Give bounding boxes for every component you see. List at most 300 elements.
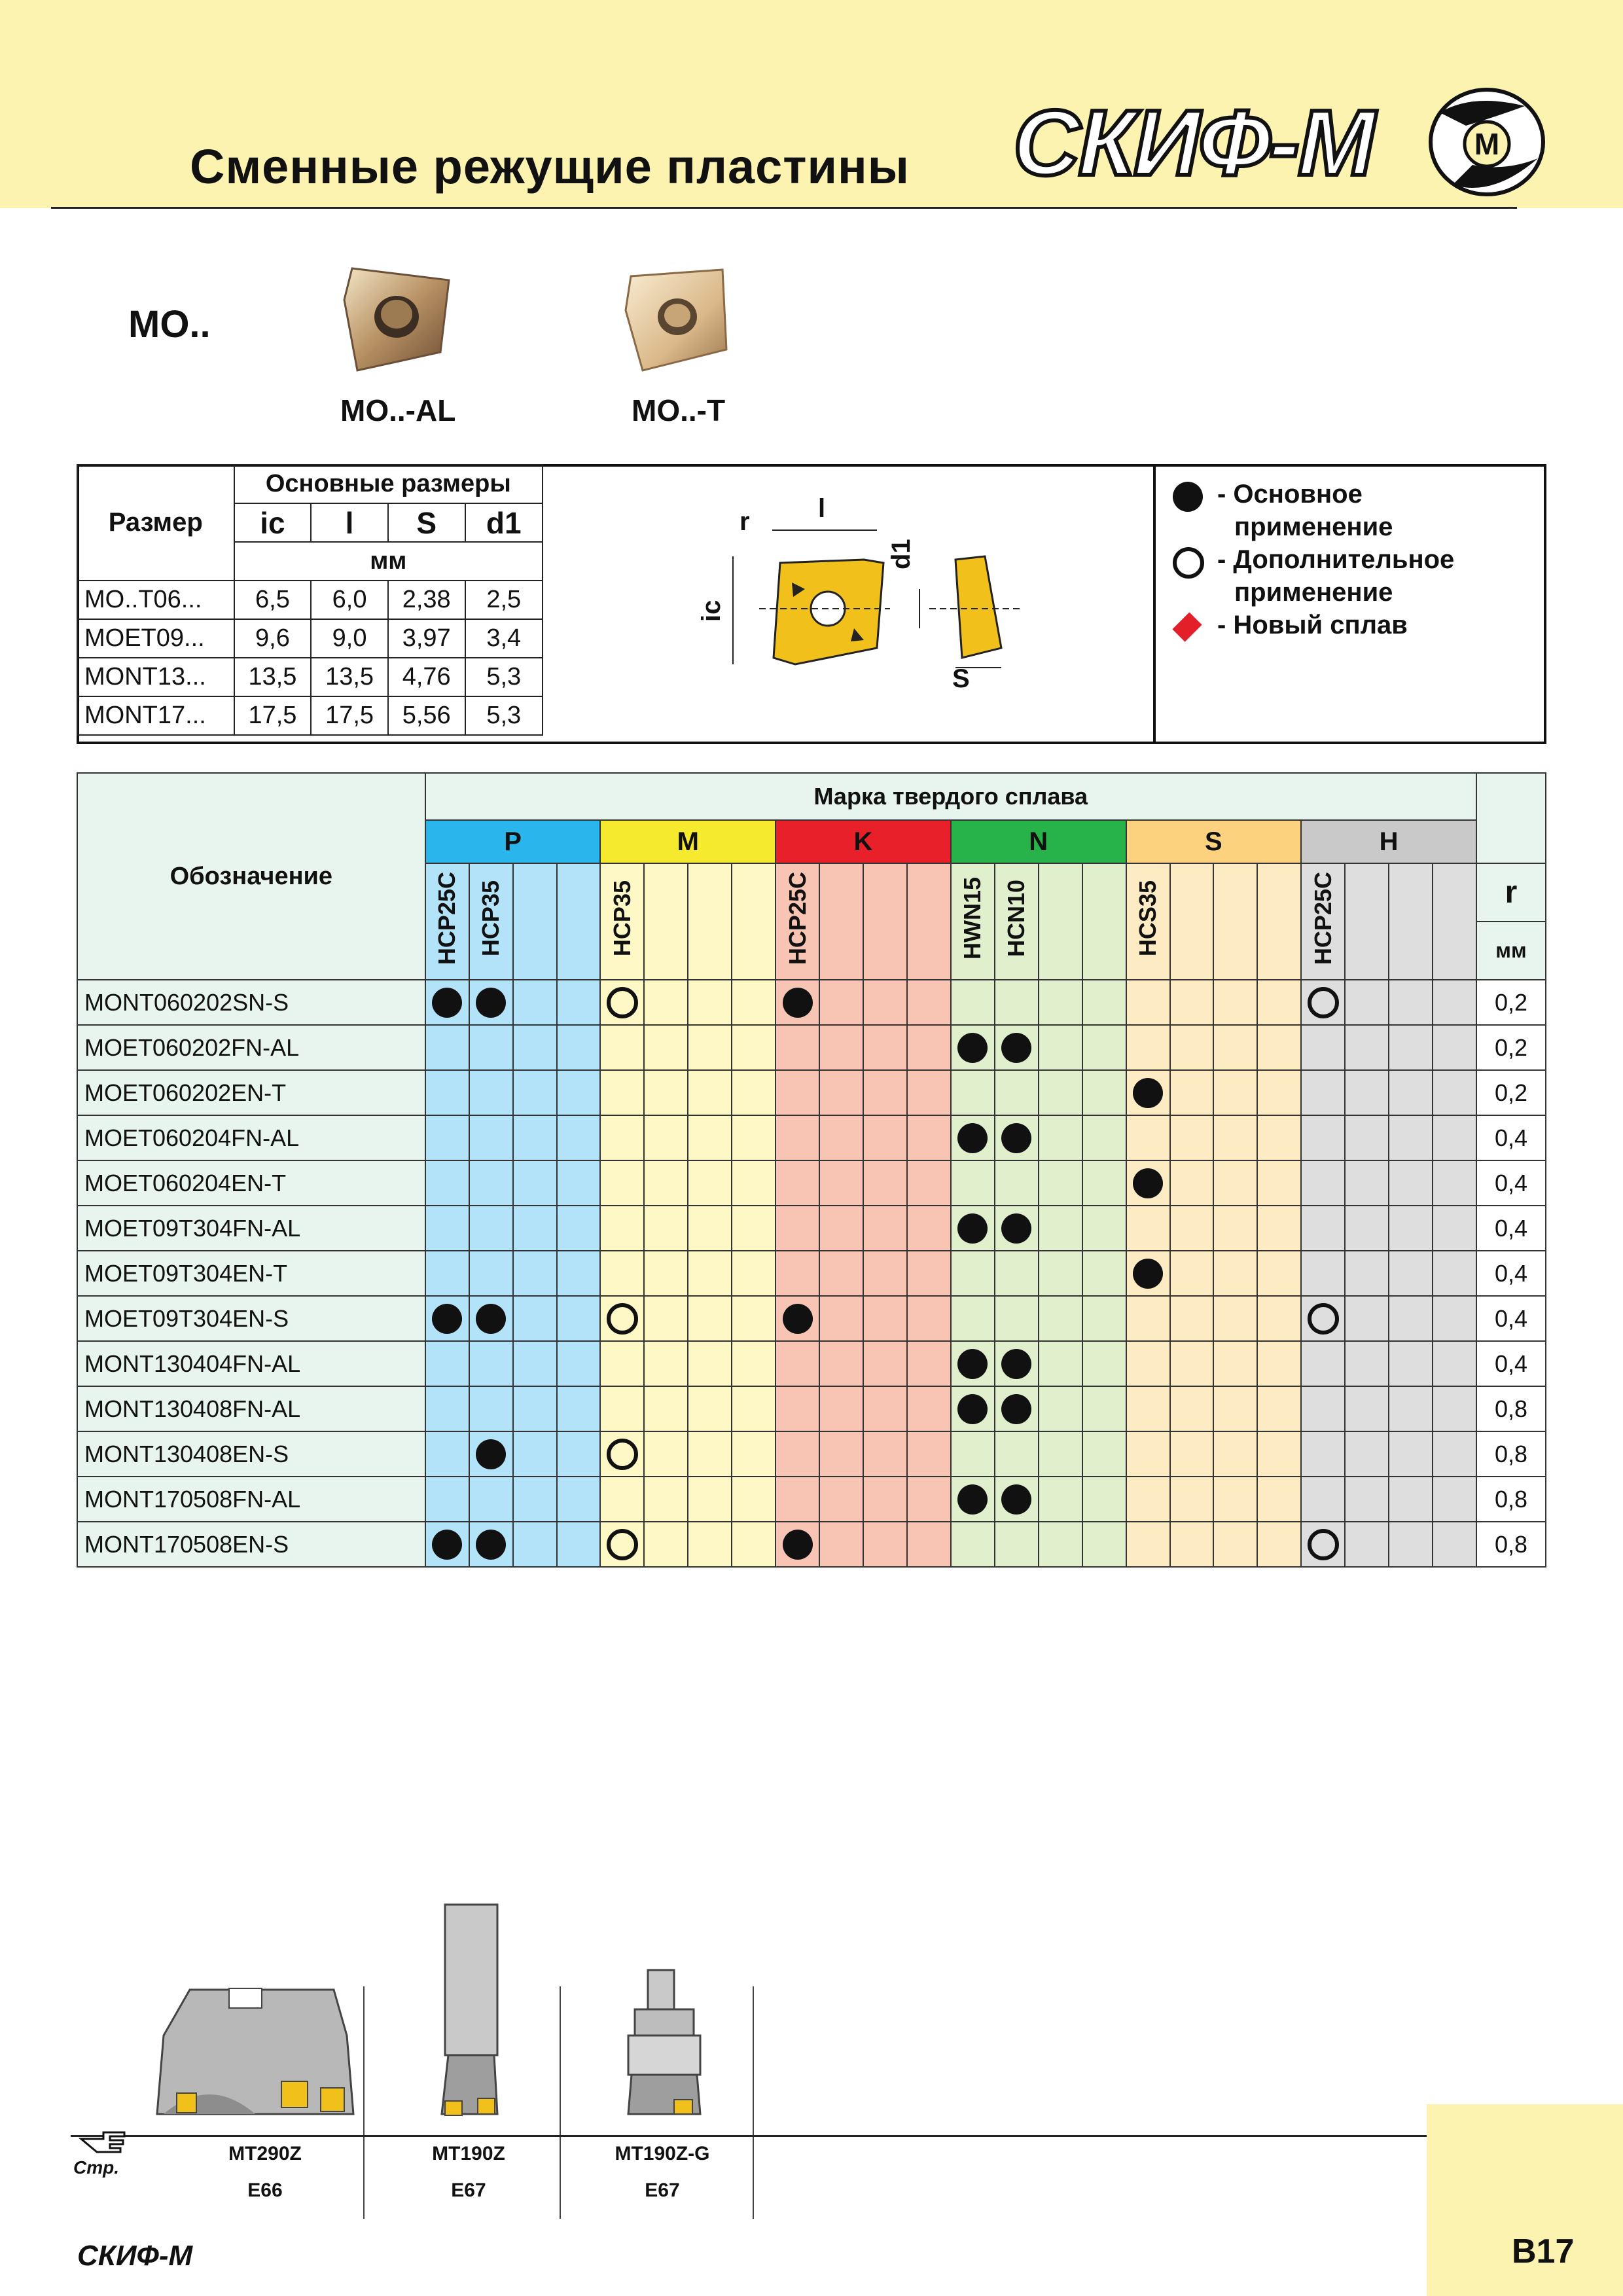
grade-cell (688, 1206, 732, 1251)
grade-cell (1433, 1160, 1476, 1206)
grade-cell (1170, 1386, 1214, 1431)
grade-row (77, 1296, 1546, 1341)
grade-cell (1257, 1522, 1301, 1567)
grade-cell (1389, 1160, 1433, 1206)
grade-row (77, 1431, 1546, 1477)
grade-cell (951, 1522, 995, 1567)
main-use-dot-icon (1001, 1349, 1031, 1379)
grade-cell (1345, 1296, 1389, 1341)
grade-cell (600, 1206, 644, 1251)
grade-cell (557, 1341, 601, 1386)
grade-col-header (557, 863, 601, 980)
grade-cell (776, 1477, 819, 1522)
grade-cell (644, 1296, 688, 1341)
grade-cell (513, 1341, 557, 1386)
grade-cell (688, 980, 732, 1025)
grade-cell (469, 1477, 513, 1522)
grade-cell (1213, 1386, 1257, 1431)
grade-cell (776, 1160, 819, 1206)
grade-cell (1170, 1431, 1214, 1477)
grade-cell (1170, 1522, 1214, 1567)
grade-cell (1170, 980, 1214, 1025)
grade-col-header (1039, 863, 1082, 980)
grade-col-header (1126, 863, 1170, 980)
grade-cell (907, 1115, 951, 1160)
grade-col-header (425, 863, 469, 980)
main-use-dot-icon (957, 1484, 988, 1515)
radius-value: 0,4 (1476, 1160, 1546, 1206)
grade-cell (1039, 1115, 1082, 1160)
grade-name: HWN15 (959, 877, 986, 960)
grade-cell (863, 1115, 907, 1160)
grade-cell (951, 1115, 995, 1160)
tool-page-link[interactable]: E67 (451, 2179, 486, 2201)
grade-cell (644, 1251, 688, 1296)
dim-row: MONT17... 17,5 17,5 5,56 5,3 (77, 696, 543, 735)
grade-cell (1170, 1251, 1214, 1296)
grade-cell (995, 1070, 1039, 1115)
grade-cell (995, 1025, 1039, 1070)
grade-cell (1082, 1341, 1126, 1386)
grade-cell (425, 1025, 469, 1070)
grade-cell (1433, 1341, 1476, 1386)
grade-cell (1257, 1025, 1301, 1070)
grade-cell (1257, 1206, 1301, 1251)
group-p: P (425, 820, 601, 863)
grade-cell (1126, 1160, 1170, 1206)
grade-cell (995, 1477, 1039, 1522)
grade-cell (513, 1160, 557, 1206)
grade-cell (995, 1206, 1039, 1251)
grade-header: Марка твердого сплава (425, 773, 1476, 820)
grade-cell (600, 980, 644, 1025)
grade-col-header (1213, 863, 1257, 980)
grade-cell (1126, 1206, 1170, 1251)
group-h: H (1301, 820, 1476, 863)
radius-value: 0,8 (1476, 1477, 1546, 1522)
grade-cell (1257, 1251, 1301, 1296)
grade-cell (469, 1431, 513, 1477)
grade-cell (1082, 1386, 1126, 1431)
grade-cell (1126, 1296, 1170, 1341)
tool-divider (363, 1986, 365, 2219)
main-use-dot-icon (957, 1123, 988, 1153)
grade-name: HCS35 (1134, 880, 1162, 957)
designation: MONT130408EN-S (77, 1431, 425, 1477)
main-use-dot-icon (783, 1304, 813, 1334)
grade-cell (1126, 1386, 1170, 1431)
tool-name: MT290Z (228, 2143, 302, 2164)
unit-mm: мм (234, 542, 543, 581)
grade-cell (819, 1160, 863, 1206)
grade-cell (557, 1070, 601, 1115)
grade-cell (1170, 1025, 1214, 1070)
grade-cell (644, 1115, 688, 1160)
grade-cell (600, 1477, 644, 1522)
grade-cell (1126, 1115, 1170, 1160)
grade-cell (863, 1206, 907, 1251)
radius-value: 0,2 (1476, 980, 1546, 1025)
grade-col-header (469, 863, 513, 980)
grade-name: HCP25C (1309, 872, 1336, 965)
grade-cell (1301, 1386, 1345, 1431)
grade-cell (1082, 1025, 1126, 1070)
grade-cell (951, 1477, 995, 1522)
grade-row (77, 1251, 1546, 1296)
designation: MONT060202SN-S (77, 980, 425, 1025)
grade-cell (776, 1431, 819, 1477)
r-column-header (1476, 863, 1546, 980)
grade-name: HCP35 (477, 880, 505, 957)
grade-cell (1257, 1477, 1301, 1522)
grade-cell (863, 1522, 907, 1567)
grade-cell (600, 1160, 644, 1206)
grade-col-header (1345, 863, 1389, 980)
grade-cell (1301, 1251, 1345, 1296)
tool-page-link[interactable]: E67 (645, 2179, 680, 2201)
grade-cell (819, 1341, 863, 1386)
grade-cell (1082, 980, 1126, 1025)
grade-cell (1301, 1522, 1345, 1567)
grade-cell (951, 1341, 995, 1386)
grade-cell (425, 1296, 469, 1341)
grade-cell (776, 1386, 819, 1431)
grade-cell (863, 1025, 907, 1070)
designation: MOET060204EN-T (77, 1160, 425, 1206)
grade-cell (688, 1251, 732, 1296)
grade-cell (1433, 1070, 1476, 1115)
logo-badge-letter: M (1474, 127, 1500, 161)
tool-rule (71, 2135, 1546, 2137)
grade-cell (951, 1251, 995, 1296)
grade-cell (600, 1070, 644, 1115)
radius-value: 0,2 (1476, 1025, 1546, 1070)
main-use-dot-icon (1001, 1213, 1031, 1244)
extra-use-ring-icon (607, 1439, 638, 1470)
grade-cell (1433, 980, 1476, 1025)
grade-cell (1257, 1431, 1301, 1477)
grade-cell (1213, 1025, 1257, 1070)
grade-col-header (600, 863, 644, 980)
radius-value: 0,8 (1476, 1386, 1546, 1431)
designation: MOET060204FN-AL (77, 1115, 425, 1160)
grade-cell (1082, 1115, 1126, 1160)
main-use-dot-icon (1133, 1078, 1163, 1108)
grade-cell (644, 1386, 688, 1431)
grade-row (77, 1115, 1546, 1160)
grade-cell (1213, 1341, 1257, 1386)
grade-cell (557, 1431, 601, 1477)
tool-mt190z-image (432, 1898, 510, 2127)
grade-cell (1126, 1025, 1170, 1070)
grade-col-header (1389, 863, 1433, 980)
designation: MOET060202EN-T (77, 1070, 425, 1115)
grade-cell (863, 980, 907, 1025)
grade-cell (557, 1477, 601, 1522)
grade-cell (995, 1251, 1039, 1296)
grade-cell (425, 1115, 469, 1160)
radius-value: 0,4 (1476, 1341, 1546, 1386)
radius-value: 0,8 (1476, 1522, 1546, 1567)
grade-cell (513, 1431, 557, 1477)
grade-cell (732, 1522, 776, 1567)
grade-col-header (1257, 863, 1301, 980)
grade-col-header (1301, 863, 1345, 980)
grade-cell (819, 1025, 863, 1070)
grade-cell (688, 1477, 732, 1522)
grade-cell (907, 1296, 951, 1341)
main-use-dot-icon (957, 1349, 988, 1379)
radius-value: 0,4 (1476, 1251, 1546, 1296)
grade-cell (907, 1070, 951, 1115)
grade-cell (776, 1206, 819, 1251)
r-unit: мм (1495, 939, 1527, 962)
grade-cell (732, 1477, 776, 1522)
radius-value: 0,4 (1476, 1115, 1546, 1160)
grade-cell (425, 1251, 469, 1296)
designation: MOET09T304EN-T (77, 1251, 425, 1296)
grade-cell (1213, 980, 1257, 1025)
tool-name: MT190Z-G (615, 2143, 710, 2164)
grade-cell (907, 1206, 951, 1251)
grade-cell (469, 1070, 513, 1115)
grade-cell (776, 1522, 819, 1567)
grade-cell (1389, 1296, 1433, 1341)
grade-cell (425, 1431, 469, 1477)
grade-cell (469, 1206, 513, 1251)
page-number: B17 (1512, 2233, 1575, 2270)
grade-cell (513, 1115, 557, 1160)
grade-cell (1301, 1025, 1345, 1070)
grade-cell (469, 1115, 513, 1160)
grade-row (77, 1522, 1546, 1567)
grade-cell (600, 1296, 644, 1341)
grade-cell (425, 1160, 469, 1206)
grade-cell (776, 1070, 819, 1115)
grade-cell (1170, 1070, 1214, 1115)
grade-cell (907, 980, 951, 1025)
grade-cell (863, 1296, 907, 1341)
grade-cell (907, 1160, 951, 1206)
dim-row: MONT13... 13,5 13,5 4,76 5,3 (77, 658, 543, 696)
main-use-dot-icon (476, 1304, 506, 1334)
designation: MONT130408FN-AL (77, 1386, 425, 1431)
grade-cell (1082, 1070, 1126, 1115)
legend-divider (1153, 464, 1156, 744)
drawing-label-ic: ic (697, 600, 726, 622)
extra-use-ring-icon (1308, 987, 1339, 1018)
grade-cell (951, 1206, 995, 1251)
grade-cell (600, 1341, 644, 1386)
main-use-dot-icon (1001, 1123, 1031, 1153)
grade-cell (1257, 1386, 1301, 1431)
grade-cell (1301, 1341, 1345, 1386)
grade-cell (776, 1341, 819, 1386)
grade-cell (951, 1160, 995, 1206)
grade-cell (907, 1386, 951, 1431)
grade-cell (557, 1115, 601, 1160)
grade-cell (1433, 1522, 1476, 1567)
grade-cell (1082, 1522, 1126, 1567)
grade-cell (1126, 1251, 1170, 1296)
extra-use-ring-icon (607, 1529, 638, 1560)
grade-cell (1389, 1341, 1433, 1386)
grade-cell (863, 1160, 907, 1206)
grade-cell (513, 1522, 557, 1567)
grade-cell (1257, 980, 1301, 1025)
grade-col-header (513, 863, 557, 980)
grade-cell (1257, 1160, 1301, 1206)
grade-cell (863, 1070, 907, 1115)
tool-mt190z-g-image (622, 1964, 707, 2127)
grade-col-header (1170, 863, 1214, 980)
size-header: Размер (77, 465, 234, 581)
main-use-dot-icon (1001, 1394, 1031, 1424)
dim-row: MOET09... 9,6 9,0 3,97 3,4 (77, 619, 543, 658)
grade-cell (1389, 1206, 1433, 1251)
grade-cell (1082, 1160, 1126, 1206)
grade-cell (600, 1386, 644, 1431)
designation: MONT170508FN-AL (77, 1477, 425, 1522)
pointing-hand-icon (77, 2126, 130, 2156)
grade-cell (1039, 1206, 1082, 1251)
grade-col-header (1082, 863, 1126, 980)
grade-cell (688, 1115, 732, 1160)
grade-cell (863, 1251, 907, 1296)
grade-cell (513, 1386, 557, 1431)
grade-cell (1433, 1115, 1476, 1160)
grade-cell (776, 1115, 819, 1160)
tool-mt290z-image (151, 1977, 360, 2127)
grade-cell (469, 1522, 513, 1567)
grade-cell (732, 1025, 776, 1070)
grade-cell (425, 1070, 469, 1115)
insert-al-image (339, 260, 457, 375)
grade-cell (951, 1386, 995, 1431)
series-name: MO.. (128, 303, 211, 346)
grade-cell (644, 1341, 688, 1386)
grade-name: HCP35 (608, 880, 635, 957)
col-s: S (388, 503, 465, 542)
grade-cell (425, 1206, 469, 1251)
main-use-dot-icon (783, 988, 813, 1018)
grade-cell (1039, 1160, 1082, 1206)
grade-cell (1257, 1296, 1301, 1341)
grade-cell (1126, 980, 1170, 1025)
grade-col-header (951, 863, 995, 980)
grade-cell (1389, 1070, 1433, 1115)
grade-cell (1345, 1206, 1389, 1251)
grade-cell (1389, 1477, 1433, 1522)
grade-cell (819, 1477, 863, 1522)
grade-cell (995, 1386, 1039, 1431)
main-dims-header: Основные размеры (234, 465, 543, 503)
grade-cell (776, 1251, 819, 1296)
tool-page-link[interactable]: E66 (247, 2179, 283, 2201)
grade-cell (688, 1431, 732, 1477)
footer-brand: СКИФ-М (77, 2240, 193, 2272)
grade-cell (732, 1341, 776, 1386)
grade-cell (1213, 1251, 1257, 1296)
grade-name: HCP25C (783, 872, 811, 965)
grade-cell (1257, 1070, 1301, 1115)
grade-cell (469, 1251, 513, 1296)
grade-cell (1345, 1160, 1389, 1206)
extra-use-ring-icon (1308, 1303, 1339, 1335)
grade-cell (644, 980, 688, 1025)
designation: MOET09T304EN-S (77, 1296, 425, 1341)
drawing-label-l: l (818, 494, 826, 523)
grade-cell (732, 1431, 776, 1477)
grade-cell (1301, 1070, 1345, 1115)
main-use-dot-icon (1133, 1259, 1163, 1289)
grade-col-header (819, 863, 863, 980)
grade-cell (1345, 1386, 1389, 1431)
grade-table (77, 772, 1546, 1568)
grade-cell (469, 1386, 513, 1431)
grade-cell (995, 1522, 1039, 1567)
grade-name: HCP25C (433, 872, 461, 965)
grade-cell (557, 1160, 601, 1206)
grade-cell (819, 1115, 863, 1160)
legend-extra-ring-icon (1173, 547, 1204, 579)
grade-cell (995, 1115, 1039, 1160)
grade-row (77, 1341, 1546, 1386)
designation: MONT130404FN-AL (77, 1341, 425, 1386)
grade-cell (951, 1431, 995, 1477)
grade-cell (1126, 1070, 1170, 1115)
grade-cell (644, 1477, 688, 1522)
grade-cell (425, 980, 469, 1025)
grade-cell (819, 1206, 863, 1251)
legend: - Основное применение - Дополнительное применение - Новый сплав (1173, 478, 1454, 641)
grade-cell (513, 1477, 557, 1522)
grade-cell (513, 1070, 557, 1115)
grade-cell (1126, 1341, 1170, 1386)
grade-cell (1257, 1341, 1301, 1386)
grade-cell (425, 1477, 469, 1522)
variant-al-caption: MO..-AL (340, 393, 456, 427)
grade-col-header (995, 863, 1039, 980)
grade-cell (907, 1341, 951, 1386)
grade-cell (907, 1522, 951, 1567)
main-use-dot-icon (476, 1530, 506, 1560)
radius-value: 0,2 (1476, 1070, 1546, 1115)
grade-cell (557, 1296, 601, 1341)
grade-cell (688, 1160, 732, 1206)
grade-cell (1389, 1251, 1433, 1296)
grade-cell (1039, 1431, 1082, 1477)
main-use-dot-icon (432, 988, 462, 1018)
grade-cell (1389, 1386, 1433, 1431)
grade-cell (1433, 1025, 1476, 1070)
grade-cell (732, 1070, 776, 1115)
grade-cell (1345, 1341, 1389, 1386)
grade-cell (1213, 1477, 1257, 1522)
grade-cell (819, 1431, 863, 1477)
grade-cell (1039, 1025, 1082, 1070)
grade-cell (688, 1522, 732, 1567)
grade-cell (1389, 1115, 1433, 1160)
main-use-dot-icon (1001, 1033, 1031, 1063)
grade-cell (907, 1477, 951, 1522)
radius-value: 0,8 (1476, 1431, 1546, 1477)
grade-cell (732, 1386, 776, 1431)
grade-cell (557, 1206, 601, 1251)
insert-t-image (622, 264, 733, 376)
group-n: N (951, 820, 1126, 863)
grade-cell (995, 980, 1039, 1025)
